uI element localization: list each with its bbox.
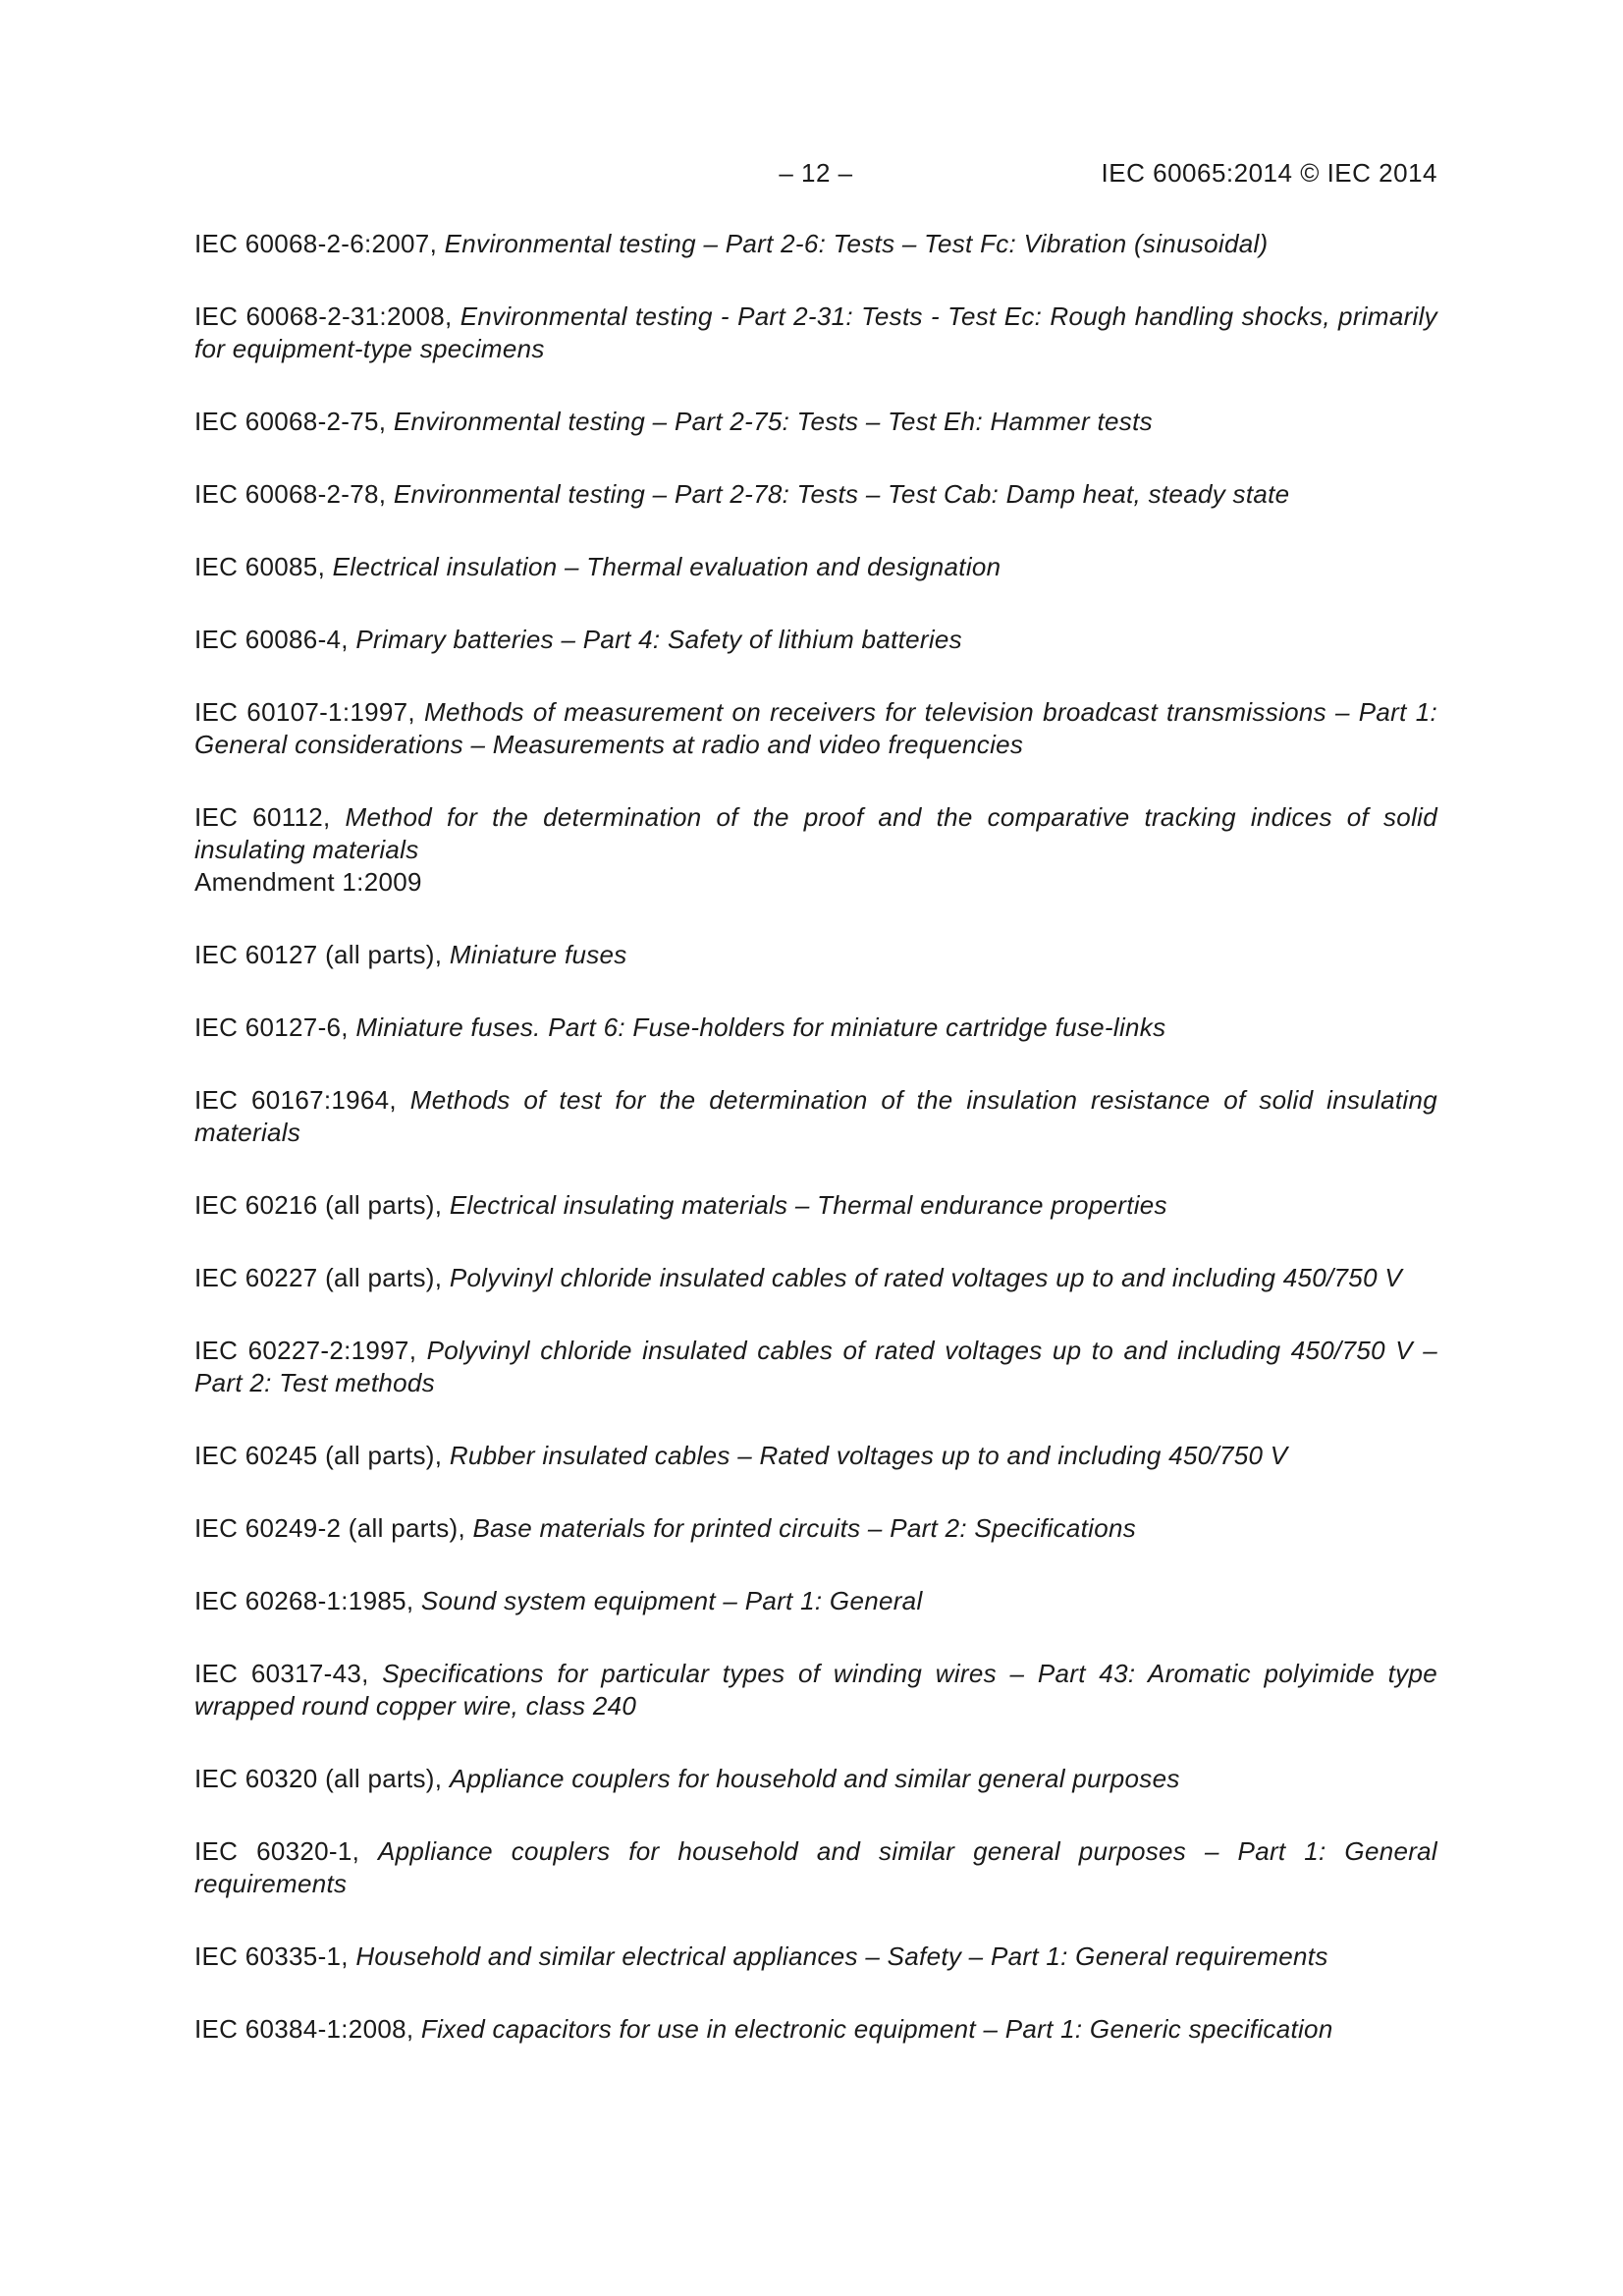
reference-code: IEC 60167:1964,: [194, 1085, 397, 1115]
document-id: IEC 60065:2014 © IEC 2014: [1101, 158, 1437, 188]
reference-title: Method for the determination of the proof and the comparative tracking indices of solid insulating materials: [194, 802, 1437, 864]
reference-entry: [194, 301, 1437, 365]
reference-entry: [194, 1084, 1437, 1149]
reference-code: IEC 60320-1,: [194, 1836, 360, 1866]
reference-title: Miniature fuses: [449, 940, 627, 969]
reference-title: Primary batteries – Part 4: Safety of lithium batteries: [355, 625, 962, 654]
reference-title: Polyvinyl chloride insulated cables of rated voltages up to and including 450/750 V – Part 2: Test methods: [194, 1336, 1437, 1397]
reference-code: IEC 60335-1,: [194, 1941, 349, 1971]
reference-code: IEC 60249-2 (all parts),: [194, 1513, 465, 1543]
reference-title: Polyvinyl chloride insulated cables of rated voltages up to and including 450/750 V: [449, 1263, 1402, 1292]
reference-entry: [194, 696, 1437, 761]
reference-code: IEC 60085,: [194, 552, 326, 581]
reference-code: IEC 60068-2-75,: [194, 407, 387, 436]
reference-code: IEC 60107-1:1997,: [194, 697, 415, 727]
reference-code: IEC 60227-2:1997,: [194, 1336, 417, 1365]
reference-entry: [194, 228, 1437, 260]
reference-title: Environmental testing – Part 2-6: Tests – Test Fc: Vibration (sinusoidal): [444, 229, 1269, 258]
reference-entry: [194, 2013, 1437, 2046]
reference-amendment: Amendment 1:2009: [194, 867, 422, 897]
reference-title: Electrical insulation – Thermal evaluation and designation: [332, 552, 1001, 581]
reference-code: IEC 60227 (all parts),: [194, 1263, 443, 1292]
reference-entry: [194, 1335, 1437, 1399]
reference-code: IEC 60317-43,: [194, 1659, 369, 1688]
reference-entry: [194, 1262, 1437, 1294]
reference-title: Appliance couplers for household and similar general purposes – Part 1: General requirements: [194, 1836, 1438, 1898]
reference-title: Methods of measurement on receivers for television broadcast transmissions – Part 1: General considerations – Measurements at radio and video frequencies: [194, 697, 1437, 759]
reference-title: Rubber insulated cables – Rated voltages up to and including 450/750 V: [449, 1441, 1288, 1470]
reference-title: Methods of test for the determination of the insulation resistance of solid insulating materials: [194, 1085, 1437, 1147]
reference-code: IEC 60068-2-78,: [194, 479, 387, 509]
reference-entry: [194, 1941, 1437, 1973]
reference-code: IEC 60086-4,: [194, 625, 349, 654]
page-header: [194, 153, 1437, 192]
reference-code: IEC 60127-6,: [194, 1012, 349, 1042]
reference-entry: [194, 551, 1437, 583]
reference-entry: [194, 939, 1437, 971]
reference-entry: [194, 1189, 1437, 1222]
reference-code: IEC 60384-1:2008,: [194, 2014, 414, 2044]
reference-code: IEC 60216 (all parts),: [194, 1190, 443, 1220]
reference-code: IEC 60320 (all parts),: [194, 1764, 443, 1793]
reference-title: Fixed capacitors for use in electronic equipment – Part 1: Generic specification: [420, 2014, 1333, 2044]
reference-code: IEC 60268-1:1985,: [194, 1586, 414, 1615]
reference-code: IEC 60068-2-31:2008,: [194, 301, 453, 331]
reference-title: Electrical insulating materials – Thermal endurance properties: [449, 1190, 1167, 1220]
reference-entry: [194, 1011, 1437, 1044]
reference-entry: [194, 1440, 1437, 1472]
reference-code: IEC 60245 (all parts),: [194, 1441, 443, 1470]
reference-entry: [194, 1763, 1437, 1795]
reference-title: Environmental testing – Part 2-75: Tests – Test Eh: Hammer tests: [393, 407, 1153, 436]
reference-title: Environmental testing - Part 2-31: Tests - Test Ec: Rough handling shocks, primarily for equipment-type specimens: [194, 301, 1437, 363]
reference-title: Appliance couplers for household and similar general purposes: [449, 1764, 1180, 1793]
reference-entry: [194, 624, 1437, 656]
reference-title: Miniature fuses. Part 6: Fuse-holders for miniature cartridge fuse-links: [355, 1012, 1166, 1042]
reference-title: Environmental testing – Part 2-78: Tests – Test Cab: Damp heat, steady state: [393, 479, 1290, 509]
reference-entry: [194, 478, 1437, 511]
reference-entry: [194, 1658, 1437, 1722]
reference-title: Base materials for printed circuits – Part 2: Specifications: [472, 1513, 1137, 1543]
reference-entry: [194, 1835, 1437, 1900]
reference-code: IEC 60112,: [194, 802, 331, 832]
reference-entry: [194, 1512, 1437, 1545]
reference-entry: [194, 406, 1437, 438]
reference-code: IEC 60127 (all parts),: [194, 940, 443, 969]
reference-entry: [194, 801, 1437, 899]
reference-title: Household and similar electrical appliances – Safety – Part 1: General requirements: [355, 1941, 1328, 1971]
reference-code: IEC 60068-2-6:2007,: [194, 229, 438, 258]
reference-title: Sound system equipment – Part 1: General: [420, 1586, 923, 1615]
reference-entry: [194, 1585, 1437, 1617]
page-number: – 12 –: [779, 158, 853, 188]
normative-references-list: [194, 228, 1437, 2086]
reference-title: Specifications for particular types of winding wires – Part 43: Aromatic polyimide type wrapped round copper wire, class 240: [194, 1659, 1437, 1721]
